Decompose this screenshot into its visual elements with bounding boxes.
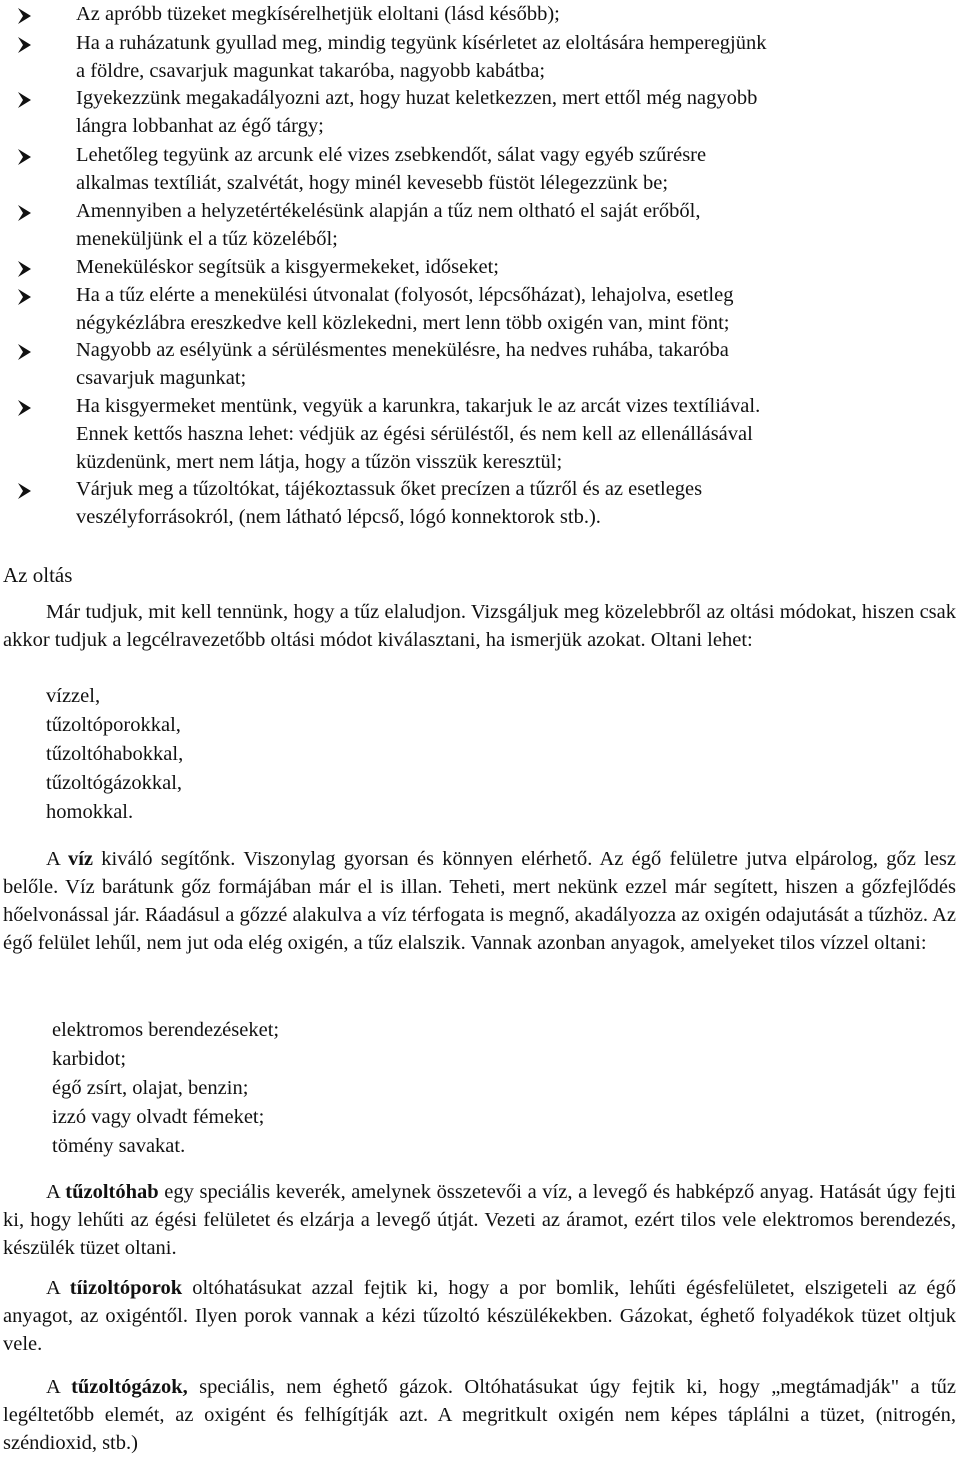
bullet-line: Amennyiben a helyzetértékelésünk alapján a tűz nem oltható el saját erőből,	[76, 200, 701, 222]
water-paragraph	[3, 845, 956, 957]
arrow-bullet-icon	[16, 87, 33, 113]
methods-list	[46, 682, 183, 827]
method-item: tűzoltóporokkal,	[46, 714, 181, 736]
foam-paragraph	[3, 1178, 956, 1262]
bullet-line: Várjuk meg a tűzoltókat, tájékoztassuk őket precízen a tűzről és az esetleges	[76, 478, 703, 500]
powder-paragraph	[3, 1274, 956, 1358]
bullet-line: Ennek kettős haszna lehet: védjük az égési sérüléstől, és nem kell az ellenállásával	[76, 423, 753, 445]
intro-text: Már tudjuk, mit kell tennünk, hogy a tűz elaludjon. Vizsgáljuk meg közelebbről az oltási módokat, hiszen csak akkor tudjuk a legcélravezetőbb oltási módot kiválasztani, ha ismerjük azokat. Oltani lehet:	[3, 601, 956, 651]
arrow-bullet-icon	[16, 200, 33, 226]
forbidden-list	[52, 1016, 279, 1161]
section-title: Az oltás	[3, 563, 73, 587]
arrow-bullet-icon	[16, 3, 33, 29]
powder-pre: A	[46, 1277, 70, 1299]
powder-term: tíizoltóporok	[69, 1277, 183, 1299]
bullet-line: csavarjuk magunkat;	[76, 367, 247, 389]
foam-term: tűzoltóhab	[65, 1181, 159, 1203]
bullet-line: Meneküléskor segítsük a kisgyermekeket, időseket;	[76, 256, 499, 278]
powder-text: oltóhatásukat azzal fejtik ki, hogy a por bomlik, lehűti égésfelületet, elszigeteli az égő anyagot, az oxigéntől. Ilyen porok vannak a kézi tűzoltó készülékekben. Gázokat, éghető folyadékok tüzet oltjuk vele.	[3, 1277, 956, 1355]
forbidden-item: karbidot;	[52, 1048, 127, 1070]
bullet-line: Ha a ruházatunk gyullad meg, mindig tegyünk kísérletet az eloltására hemperegjünk	[76, 32, 767, 54]
method-item: homokkal.	[46, 801, 134, 823]
bullet-line: a földre, csavarjuk magunkat takaróba, nagyobb kabátba;	[76, 60, 546, 82]
bullet-line: alkalmas textíliát, szalvétát, hogy minél kevesebb füstöt lélegezzünk be;	[76, 172, 669, 194]
intro-paragraph	[3, 598, 956, 654]
arrow-bullet-icon	[16, 256, 33, 282]
forbidden-item: elektromos berendezéseket;	[52, 1019, 280, 1041]
arrow-bullet-icon	[16, 32, 33, 58]
gas-paragraph	[3, 1373, 956, 1457]
forbidden-item: izzó vagy olvadt fémeket;	[52, 1106, 265, 1128]
arrow-bullet-icon	[16, 339, 33, 365]
arrow-bullet-icon	[16, 284, 33, 310]
method-item: tűzoltóhabokkal,	[46, 743, 184, 765]
bullet-line: meneküljünk el a tűz közeléből;	[76, 228, 338, 250]
arrow-bullet-icon	[16, 478, 33, 504]
bullet-line: Igyekezzünk megakadályozni azt, hogy huzat keletkezzen, mert ettől még nagyobb	[76, 87, 758, 109]
bullet-line: lángra lobbanhat az égő tárgy;	[76, 115, 324, 137]
bullet-line: Nagyobb az esélyünk a sérülésmentes menekülésre, ha nedves ruhába, takaróba	[76, 339, 729, 361]
arrow-bullet-icon	[16, 144, 33, 170]
bullet-line: Ha a tűz elérte a menekülési útvonalat (folyosót, lépcsőházat), lehajolva, esetleg	[76, 284, 734, 306]
bullet-line: négykézlábra ereszkedve kell közlekedni, mert lenn több oxigén van, mint fönt;	[76, 312, 730, 334]
forbidden-item: tömény savakat.	[52, 1135, 186, 1157]
arrow-bullet-icon	[16, 395, 33, 421]
water-term: víz	[67, 848, 94, 870]
method-item: tűzoltógázokkal,	[46, 772, 183, 794]
bullet-line: Az apróbb tüzeket megkísérelhetjük eloltani (lásd később);	[76, 3, 560, 25]
forbidden-item: égő zsírt, olajat, benzin;	[52, 1077, 249, 1099]
water-pre: A	[46, 848, 68, 870]
gas-term: tűzoltógázok,	[71, 1376, 188, 1398]
bullet-line: Ha kisgyermeket mentünk, vegyük a karunkra, takarjuk le az arcát vizes textíliával.	[76, 395, 761, 417]
foam-pre: A	[46, 1181, 66, 1203]
foam-text: egy speciális keverék, amelynek összetevői a víz, a levegő és habképző anyag. Hatását úgy fejti ki, hogy lehűti az égési felületet és elzárja a levegő útját. Vezeti az áramot, ezért tilos vele elektromos berendezés, készülék tüzet oltani.	[3, 1181, 956, 1259]
gas-pre: A	[46, 1376, 72, 1398]
bullet-line: Lehetőleg tegyünk az arcunk elé vizes zsebkendőt, sálat vagy egyéb szűrésre	[76, 144, 707, 166]
bullet-line: veszélyforrásokról, (nem látható lépcső, lógó konnektorok stb.).	[76, 506, 601, 528]
water-text: kiváló segítőnk. Viszonylag gyorsan és könnyen elérhető. Az égő felületre jutva elpárolog, gőz lesz belőle. Víz barátunk gőz formájában már el is illan. Teheti, mert nekünk ezzel már segített, hiszen a gőzfejlődés hőelvonással jár. Ráadásul a gőzzé alakulva a víz térfogata is megnő, akadályozza az oxigén odajutását a tűzhöz. Az égő felület lehűl, nem jut oda elég oxigén, a tűz elalszik. Vannak azonban anyagok, amelyeket tilos vízzel oltani:	[3, 848, 956, 954]
bullet-line: küzdenünk, mert nem látja, hogy a tűzön visszük keresztül;	[76, 451, 563, 473]
method-item: vízzel,	[46, 685, 101, 707]
gas-text: speciális, nem éghető gázok. Oltóhatásukat úgy fejtik ki, hogy „megtámadják" a tűz legéltetőbb elemét, az oxigént és felhígítják azt. A megritkult oxigén nem képes táplálni a tüzet, (nitrogén, széndioxid, stb.)	[3, 1376, 956, 1454]
